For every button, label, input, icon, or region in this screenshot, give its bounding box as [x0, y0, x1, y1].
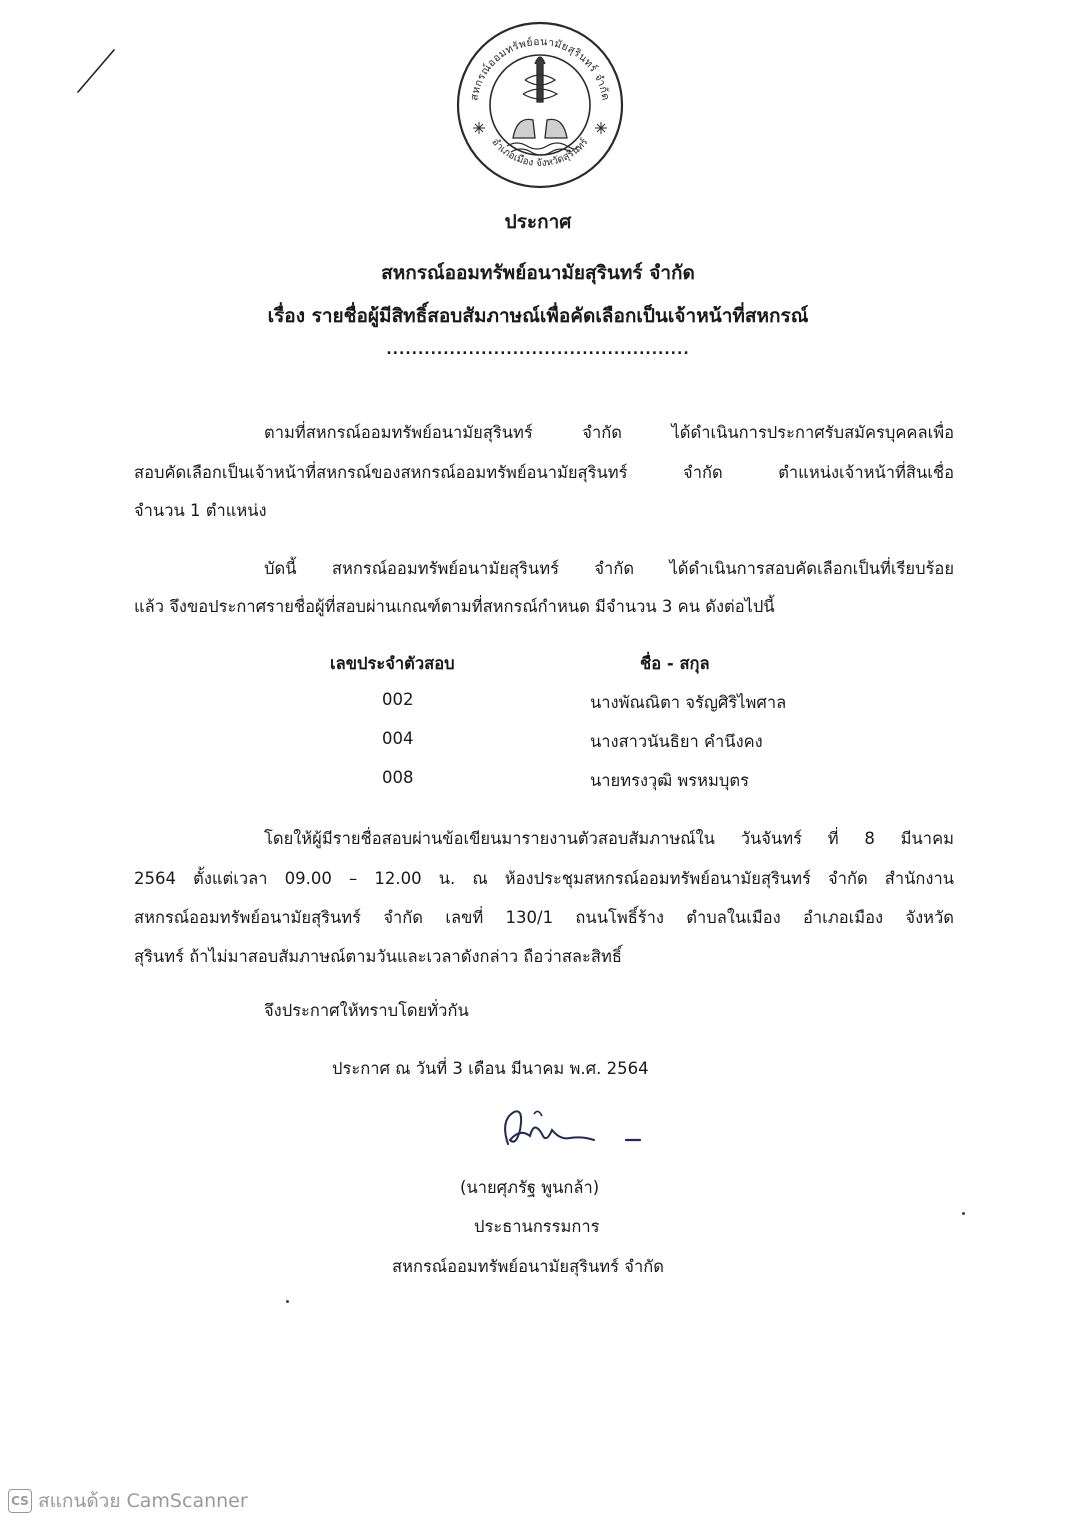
seal-arc-bottom: อำเภอเมือง จังหวัดสุรินทร์	[489, 136, 591, 170]
date-line: ประกาศ ณ วันที่ 3 เดือน มีนาคม พ.ศ. 2564	[332, 1059, 649, 1078]
handwritten-signature	[490, 1100, 650, 1160]
para1-line3: จำนวน 1 ตำแหน่ง	[134, 501, 267, 520]
cooperative-seal	[455, 20, 625, 190]
scan-speck	[962, 1212, 965, 1215]
para3-line1: โดยให้ผู้มีรายชื่อสอบผ่านข้อเขียนมารายงานตัวสอบสัมภาษณ์ใน วันจันทร์ ที่ 8 มีนาคม	[264, 829, 954, 848]
table-header-id: เลขประจำตัวสอบ	[330, 654, 455, 673]
signer-title: ประธานกรรมการ	[474, 1217, 600, 1236]
announcement-heading: ประกาศ	[504, 211, 572, 233]
dotted-separator: ................................................	[386, 342, 690, 358]
signer-name: (นายศุภรัฐ พูนกล้า)	[460, 1178, 600, 1197]
candidate-name: นางพัณณิตา จรัญศิริไพศาล	[590, 693, 787, 712]
organization-name: สหกรณ์ออมทรัพย์อนามัยสุรินทร์ จำกัด	[381, 262, 695, 284]
signer-organization: สหกรณ์ออมทรัพย์อนามัยสุรินทร์ จำกัด	[392, 1257, 664, 1276]
pen-mark	[70, 40, 120, 100]
candidate-id: 002	[382, 690, 414, 709]
candidate-name: นางสาวนันธิยา คำนึงคง	[590, 732, 763, 751]
para1-line2: สอบคัดเลือกเป็นเจ้าหน้าที่สหกรณ์ของสหกรณ์ออมทรัพย์อนามัยสุรินทร์ จำกัด ตำแหน่งเจ้าหน้าที่สินเชื่อ	[134, 463, 954, 482]
camscanner-text: สแกนด้วย CamScanner	[38, 1490, 248, 1512]
subject-line: เรื่อง รายชื่อผู้มีสิทธิ์สอบสัมภาษณ์เพื่อคัดเลือกเป็นเจ้าหน้าที่สหกรณ์	[267, 305, 809, 327]
table-header-name: ชื่อ - สกุล	[640, 654, 710, 673]
closing-line: จึงประกาศให้ทราบโดยทั่วกัน	[264, 1001, 469, 1020]
scan-speck	[286, 1300, 289, 1303]
para2-line2: แล้ว จึงขอประกาศรายชื่อผู้ที่สอบผ่านเกณฑ์ตามที่สหกรณ์กำหนด มีจำนวน 3 คน ดังต่อไปนี้	[134, 597, 775, 616]
camscanner-logo-icon: CS	[8, 1489, 32, 1513]
para3-line3: สหกรณ์ออมทรัพย์อนามัยสุรินทร์ จำกัด เลขที่ 130/1 ถนนโพธิ์ร้าง ตำบลในเมือง อำเภอเมือง จังหวัด	[134, 908, 954, 927]
emblem-icon	[507, 57, 577, 155]
candidate-name: นายทรงวุฒิ พรหมบุตร	[590, 771, 749, 790]
para1-line1: ตามที่สหกรณ์ออมทรัพย์อนามัยสุรินทร์ จำกัด ได้ดำเนินการประกาศรับสมัครบุคคลเพื่อ	[264, 423, 954, 442]
candidate-id: 008	[382, 768, 414, 787]
camscanner-watermark	[8, 1486, 248, 1516]
para3-line4: สุรินทร์ ถ้าไม่มาสอบสัมภาษณ์ตามวันและเวลาดังกล่าว ถือว่าสละสิทธิ์	[134, 947, 622, 966]
seal-arc-top: สหกรณ์ออมทรัพย์อนามัยสุรินทร์ จำกัด	[468, 35, 612, 102]
candidate-id: 004	[382, 729, 414, 748]
para2-line1: บัดนี้ สหกรณ์ออมทรัพย์อนามัยสุรินทร์ จำกัด ได้ดำเนินการสอบคัดเลือกเป็นที่เรียบร้อย	[264, 559, 954, 578]
para3-line2: 2564 ตั้งแต่เวลา 09.00 – 12.00 น. ณ ห้องประชุมสหกรณ์ออมทรัพย์อนามัยสุรินทร์ จำกัด สำนักงาน	[134, 869, 954, 888]
